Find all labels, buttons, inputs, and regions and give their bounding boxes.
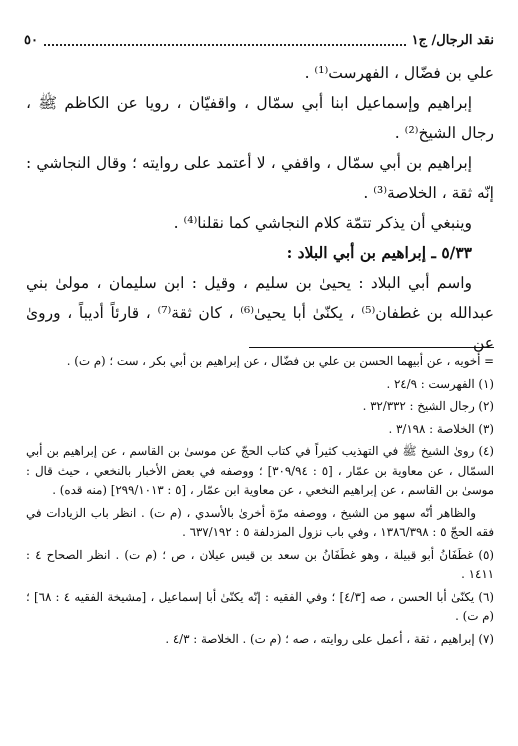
footnote: (٤) روىٰ الشيخ ﷺ في التهذيب كثيراً في كتاب الحجّ عن موسىٰ بن القاسم ، عن إبراهيم بن أبي السمّال ، عن معاوية بن عمّار ، [٥ : ٣٠٩/٩٤] ؛ ووصفه في بعض الأخبار بالنخعي ، حيث قال : موسىٰ بن القاسم ، عن إبراهيم النخعي ، عن معاوية ابن عمّار ، [٥ : ٢٩٩/١٠١٣] (منه قده) .: [26, 444, 494, 497]
footnote: = أخويه ، عن أبيهما الحسن بن علي بن فضّال ، عن إبراهيم بن أبي بكر ، ست ؛ (م ت) .: [66, 354, 494, 368]
running-title: نقد الرجال/ ج١: [411, 32, 494, 48]
page-header: [24, 30, 494, 50]
entry-heading: ٥/٣٣ ـ إبراهيم بن أبي البلاد :: [286, 243, 472, 262]
page-number: ٥٠: [24, 32, 38, 48]
footnote: (٥) غطَفَانُ أبو قبيلة ، وهو غطَفَانُ بن سعد بن قيس عيلان ، ص ؛ (م ت) . انظر الصحاح ٤ : ١٤١١ .: [26, 547, 494, 581]
footnotes: [26, 352, 494, 652]
paragraph: إبراهيم وإسماعيل ابنا أبي سمّال ، واقفيّان ، رويا عن الكاظم ﷺ ، رجال الشيخ⁽²⁾ .: [26, 94, 494, 142]
paragraph: واسم أبي البلاد : يحيىٰ بن سليم ، وقيل : ابن سليمان ، مولىٰ بني عبدالله بن غطفان⁽⁵⁾ ، يكنّىٰ أبا يحيىٰ⁽⁶⁾ ، كان ثقة⁽⁷⁾ ، قارئاً أديباً ، وروىٰ عن: [26, 274, 494, 352]
footnote: (٧) إبراهيم ، ثقة ، أعمل على روايته ، صه ؛ (م ت) . الخلاصة : ٤/٣ .: [165, 631, 494, 646]
footnote: والظاهر أنّه سهو من الشيخ ، ووصفه مرّة أخرىٰ بالأسدي ، (م ت) . انظر باب الزيادات في فقه الحجّ ٥ : ١٣٨٦/٣٩٨ ، وفي باب نزول المزدلفة ٥ : ٦٣٧/١٩٢ .: [26, 505, 494, 539]
footnote: (٣) الخلاصة : ٣/١٩٨ .: [388, 421, 494, 436]
footnote: (١) الفهرست : ٢٤/٩ .: [386, 376, 494, 391]
header-leader-dots: [44, 35, 406, 46]
footnote-divider: [249, 347, 494, 348]
paragraph: وينبغي أن يذكر تتمّة كلام النجاشي كما نقلنا⁽⁴⁾ .: [173, 214, 472, 232]
paragraph: علي بن فضّال ، الفهرست⁽¹⁾ .: [304, 64, 494, 82]
main-text: [26, 58, 494, 358]
paragraph: إبراهيم بن أبي سمّال ، واقفي ، لا أعتمد على روايته ؛ وقال النجاشي : إنّه ثقة ، الخلاصة⁽³⁾ .: [26, 154, 494, 202]
footnote: (٢) رجال الشيخ : ٣٢/٣٣٢ .: [362, 399, 494, 413]
footnote: (٦) يكنّىٰ أبا الحسن ، صه [٤/٣] ؛ وفي الفقيه : إنّه يكنّىٰ أبا إسماعيل ، [مشيخة الفقيه ٤ : ٦٨] ؛ (م ت) .: [26, 589, 494, 623]
